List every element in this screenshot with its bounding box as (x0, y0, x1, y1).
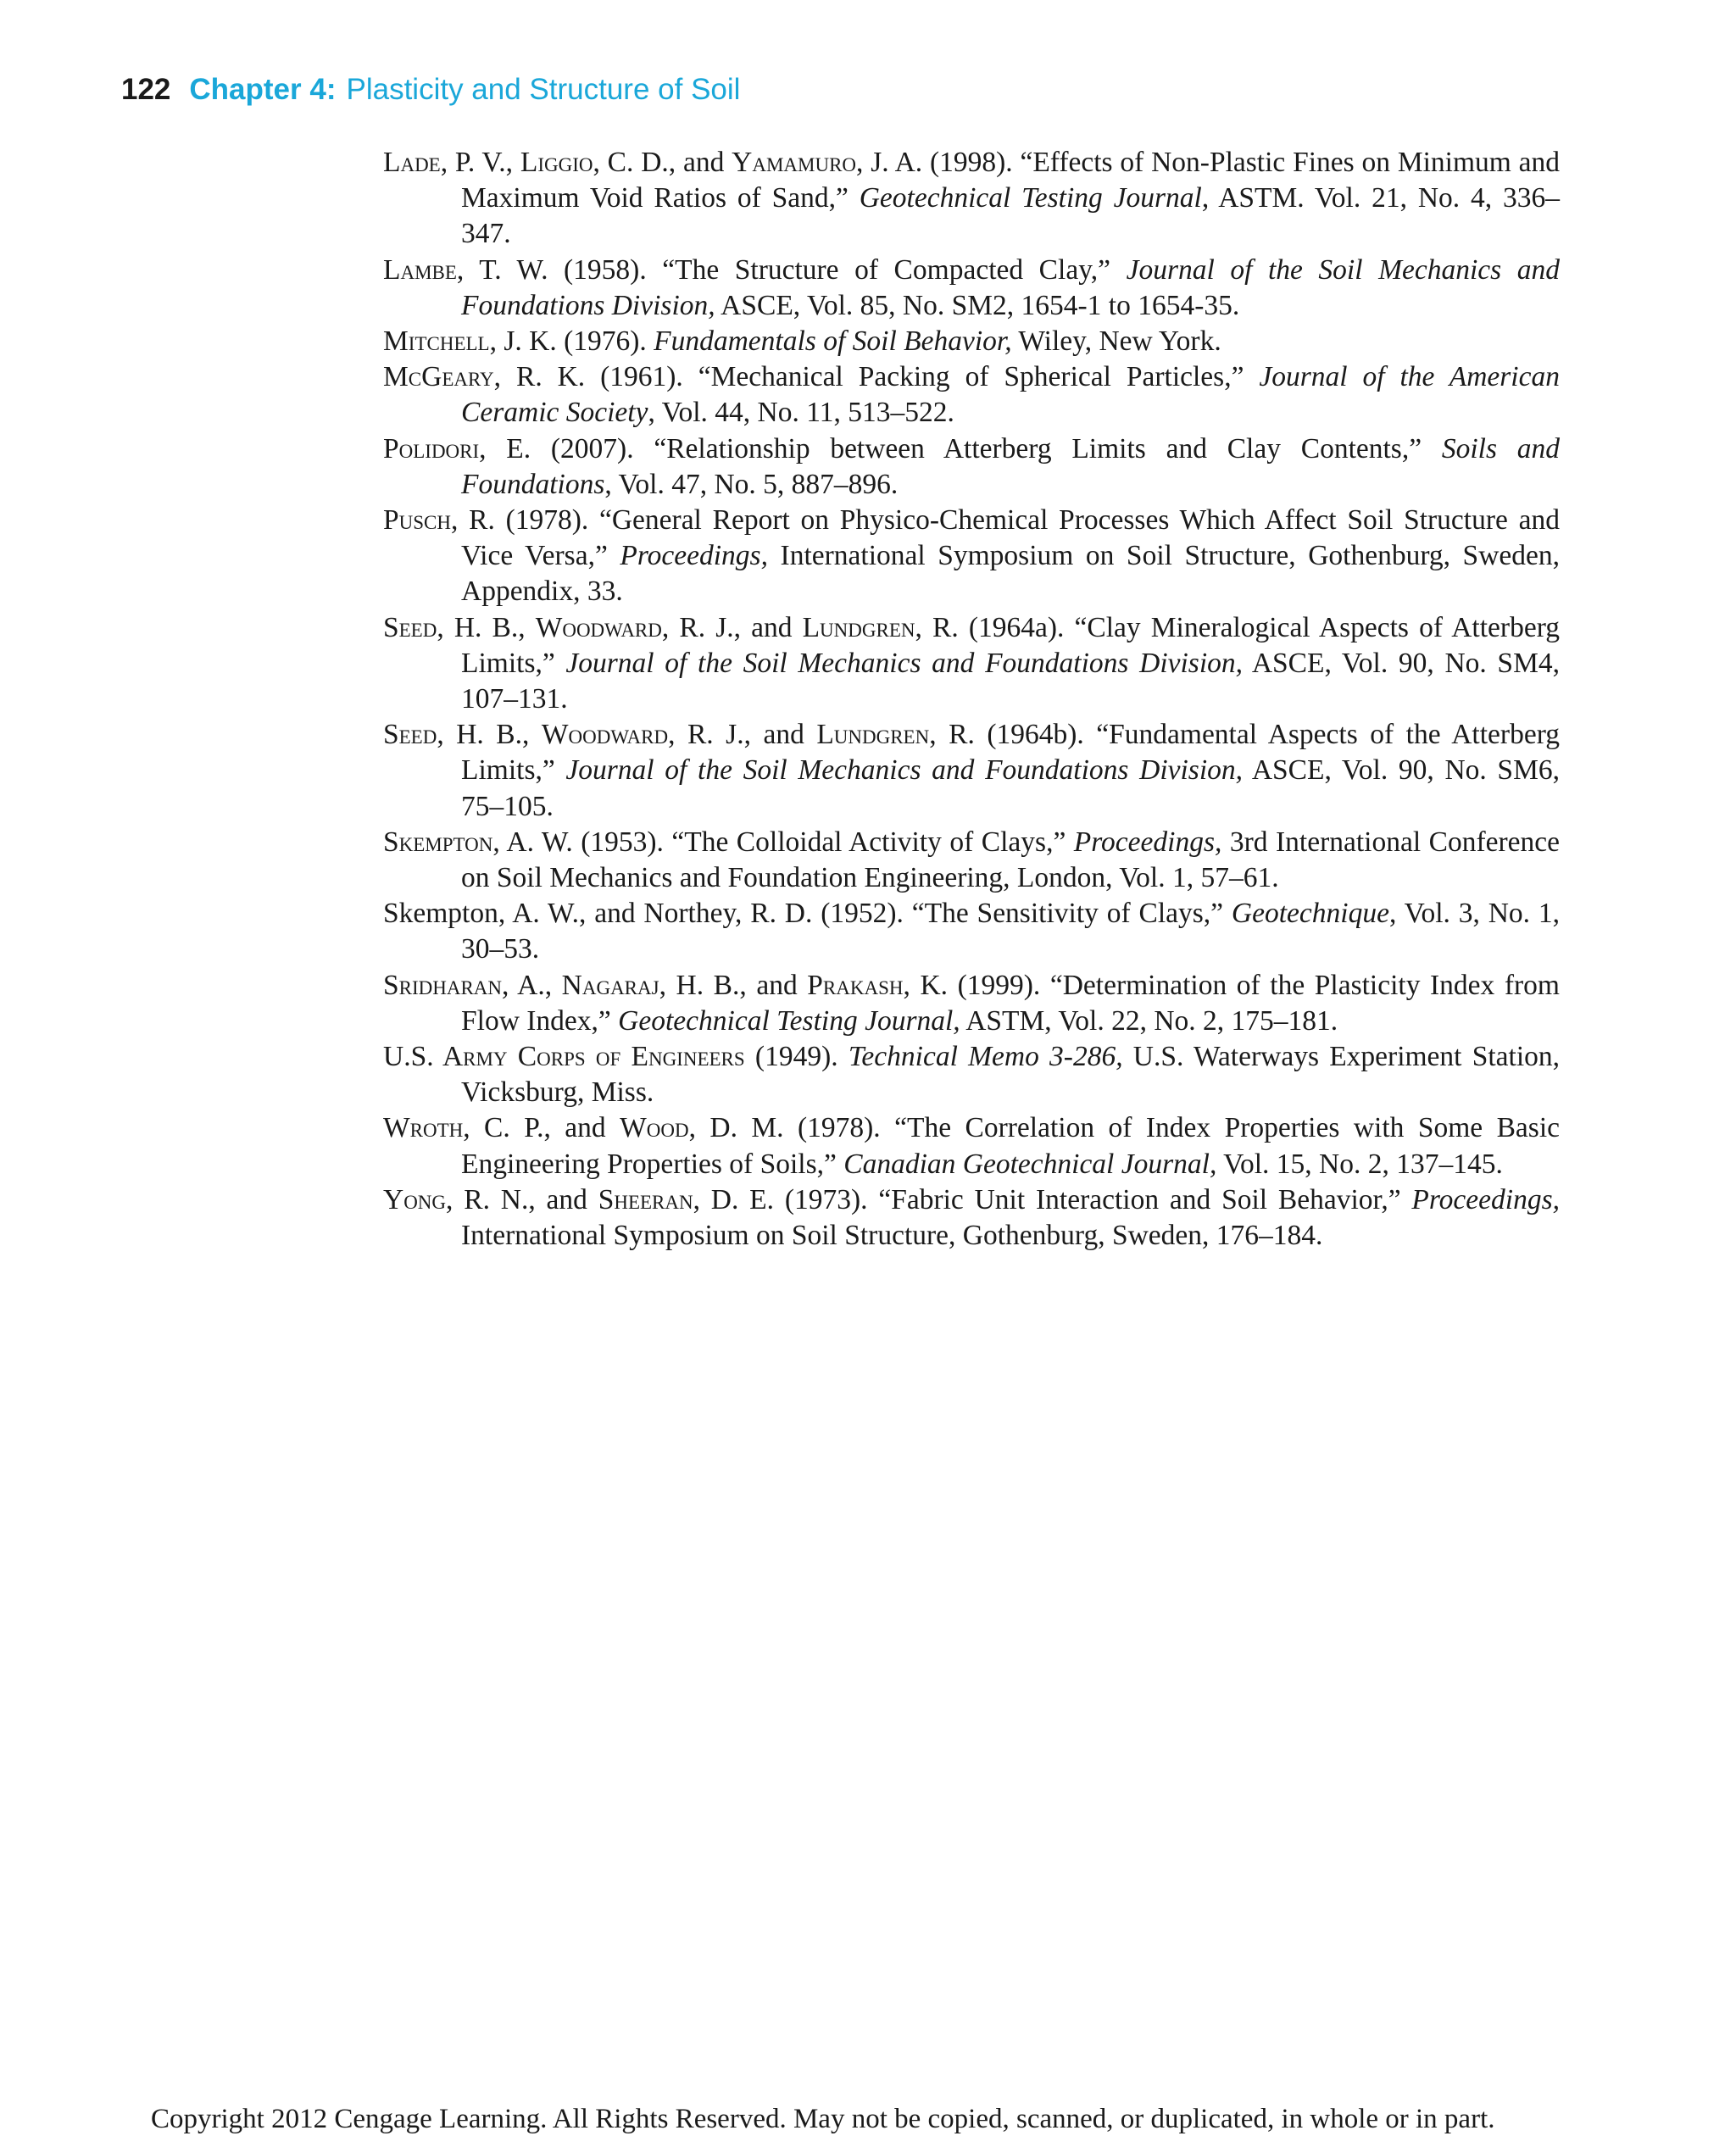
reference-source-title: Journal of the American Ceramic Society (461, 361, 1560, 429)
reference-details: , Vol. 44, No. 11, 513–522. (648, 397, 954, 429)
reference-author-initials: , D. E. (693, 1183, 785, 1215)
reference-author: Lambe (383, 253, 457, 286)
reference-author: Yamamuro (732, 147, 857, 178)
reference-author-initials: , D. M. (688, 1112, 798, 1144)
copyright-notice: Copyright 2012 Cengage Learning. All Rights Reserved. May not be copied, scanned, or duplicated, in whole or in part. (151, 2104, 1495, 2134)
reference-author: Seed (383, 611, 437, 643)
reference-entry (383, 1182, 1560, 1254)
reference-details: Wiley, New York. (1011, 325, 1221, 358)
reference-author-initials: , R. J., and (668, 719, 817, 751)
reference-author-initials: , R. J., and (661, 611, 803, 643)
reference-author: Sridharan (383, 969, 503, 1001)
reference-author: Liggio (520, 147, 593, 178)
reference-text: (1949). (754, 1041, 849, 1073)
reference-details: ASCE, Vol. 90, No. SM6, 75–105. (461, 754, 1560, 822)
reference-entry (383, 253, 1560, 324)
reference-details: ASTM, Vol. 22, No. 2, 175–181. (960, 1004, 1338, 1037)
reference-author-initials: , A. W. (492, 826, 581, 858)
reference-entry (383, 1110, 1560, 1182)
reference-text: (1953). “The Colloidal Activity of Clays,” (581, 826, 1074, 858)
reference-details: 3rd International Conference on Soil Mechanics and Foundation Engineering, London, Vol. 1, 57–61. (461, 826, 1560, 894)
reference-author: Woodward (541, 719, 669, 751)
reference-author-initials: , H. B., and (659, 969, 808, 1001)
reference-author: Nagaraj (561, 969, 659, 1001)
reference-text: (1961). “Mechanical Packing of Spherical Particles,” (600, 361, 1260, 393)
reference-author-initials: , R. N., and (446, 1183, 598, 1215)
reference-source-title: Proceedings, (1073, 826, 1222, 858)
reference-author: Lade (383, 147, 441, 178)
reference-author: Yong (383, 1183, 447, 1215)
reference-author-initials: , H. B., (437, 611, 536, 643)
reference-author: U.S. Army Corps of Engineers (383, 1041, 745, 1073)
reference-source-title: Fundamentals of Soil Behavior, (654, 325, 1012, 358)
chapter-label: Chapter 4: (189, 73, 337, 106)
reference-source-title: Journal of the Soil Mechanics and Foundations Division, (565, 647, 1244, 679)
reference-author: Wood (620, 1112, 689, 1144)
reference-author: McGeary (383, 361, 494, 393)
reference-source-title: Journal of the Soil Mechanics and Foundations Division, (461, 253, 1561, 321)
reference-details: Vol. 15, No. 2, 137–145. (1216, 1148, 1503, 1180)
reference-author-initials: , E. (479, 432, 551, 464)
reference-entry (383, 359, 1560, 431)
reference-source-title: Journal of the Soil Mechanics and Foundations Division, (565, 754, 1244, 787)
reference-entry (383, 503, 1560, 610)
reference-text: (1973). “Fabric Unit Interaction and Soil Behavior,” (784, 1183, 1412, 1215)
reference-text: Skempton, A. W., and Northey, R. D. (1952). “The Sensitivity of Clays,” (383, 898, 1232, 930)
reference-author-initials: , K. (903, 969, 958, 1001)
reference-entry (383, 431, 1560, 503)
reference-entry (383, 610, 1560, 718)
reference-details: International Symposium on Soil Structure, Gothenburg, Sweden, Appendix, 33. (461, 540, 1560, 608)
reference-details: , ASTM. Vol. 21, No. 4, 336–347. (461, 182, 1561, 250)
reference-text: (2007). “Relationship between Atterberg Limits and Clay Contents,” (550, 432, 1442, 464)
reference-author: Woodward (535, 611, 662, 643)
reference-details: , Vol. 3, No. 1, 30–53. (461, 898, 1560, 965)
reference-entry (383, 825, 1560, 896)
reference-author-initials: , C. D., and (593, 147, 732, 178)
reference-source-title: Geotechnical Testing Journal (859, 182, 1202, 214)
reference-text: (1978). “The Correlation of Index Properties with Some Basic Engineering Properties of Soils,” (461, 1112, 1560, 1180)
reference-author-initials: , A., (502, 969, 562, 1001)
reference-text: (1998). “Effects of Non-Plastic Fines on Minimum and Maximum Void Ratios of Sand,” (461, 147, 1561, 214)
reference-author-initials: , R. (450, 504, 506, 537)
reference-details: ASCE, Vol. 90, No. SM4, 107–131. (461, 647, 1560, 715)
reference-entry (383, 1039, 1560, 1110)
reference-author-initials: , J. K. (489, 325, 565, 358)
reference-details: International Symposium on Soil Structure, Gothenburg, Sweden, 176–184. (461, 1220, 1323, 1252)
reference-details: , Vol. 47, No. 5, 887–896. (604, 468, 899, 500)
reference-source-title: Proceedings, (620, 540, 768, 572)
page-number: 122 (121, 73, 171, 106)
reference-source-title: Soils and Foundations (461, 432, 1560, 500)
reference-text: (1964a). “Clay Mineralogical Aspects of Atterberg Limits,” (461, 611, 1560, 679)
reference-author: Seed (383, 719, 437, 751)
reference-source-title: Canadian Geotechnical Journal, (843, 1148, 1217, 1180)
reference-text: (1978). “General Report on Physico-Chemical Processes Which Affect Soil Structure and Vice Versa,” (461, 504, 1560, 572)
reference-author: Pusch (383, 504, 451, 537)
reference-author-initials: , P. V., (440, 147, 520, 178)
reference-text: (1976). (564, 325, 654, 358)
reference-source-title: Geotechnique (1231, 898, 1389, 930)
reference-author-initials: , R. K. (493, 361, 601, 393)
reference-author: Sheeran (598, 1183, 693, 1215)
reference-entry (383, 717, 1560, 825)
reference-author-initials: , T. W. (456, 253, 565, 286)
reference-entry (383, 145, 1560, 253)
reference-list (383, 145, 1560, 1254)
reference-author-initials: , R. (915, 611, 969, 643)
reference-entry (383, 968, 1560, 1039)
reference-details: ASCE, Vol. 85, No. SM2, 1654-1 to 1654-35. (715, 289, 1240, 321)
reference-author: Polidori (383, 432, 480, 464)
reference-author: Wroth (383, 1112, 464, 1144)
reference-author: Lundgren (816, 719, 930, 751)
reference-author-initials (745, 1041, 755, 1072)
reference-text: (1999). “Determination of the Plasticity Index from Flow Index,” (461, 969, 1560, 1037)
reference-author: Skempton (383, 826, 493, 858)
reference-author: Prakash (807, 969, 904, 1001)
reference-author-initials: , J. A. (856, 147, 930, 178)
reference-entry (383, 324, 1560, 359)
chapter-title: Plasticity and Structure of Soil (346, 73, 741, 106)
reference-author: Mitchell (383, 325, 490, 358)
reference-author: Lundgren (802, 611, 915, 643)
reference-text: (1958). “The Structure of Compacted Clay,” (564, 253, 1127, 286)
running-head (121, 71, 740, 108)
reference-source-title: Proceedings, (1411, 1183, 1560, 1215)
reference-source-title: Technical Memo 3-286, (848, 1041, 1123, 1073)
reference-author-initials: , H. B., (437, 719, 542, 751)
reference-source-title: Geotechnical Testing Journal, (618, 1004, 960, 1037)
reference-details: U.S. Waterways Experiment Station, Vicksburg, Miss. (461, 1041, 1561, 1109)
reference-author-initials: , C. P., and (463, 1112, 620, 1144)
reference-text: (1964b). “Fundamental Aspects of the Atterberg Limits,” (461, 719, 1560, 787)
reference-entry (383, 896, 1560, 967)
reference-author-initials: , R. (929, 719, 988, 751)
